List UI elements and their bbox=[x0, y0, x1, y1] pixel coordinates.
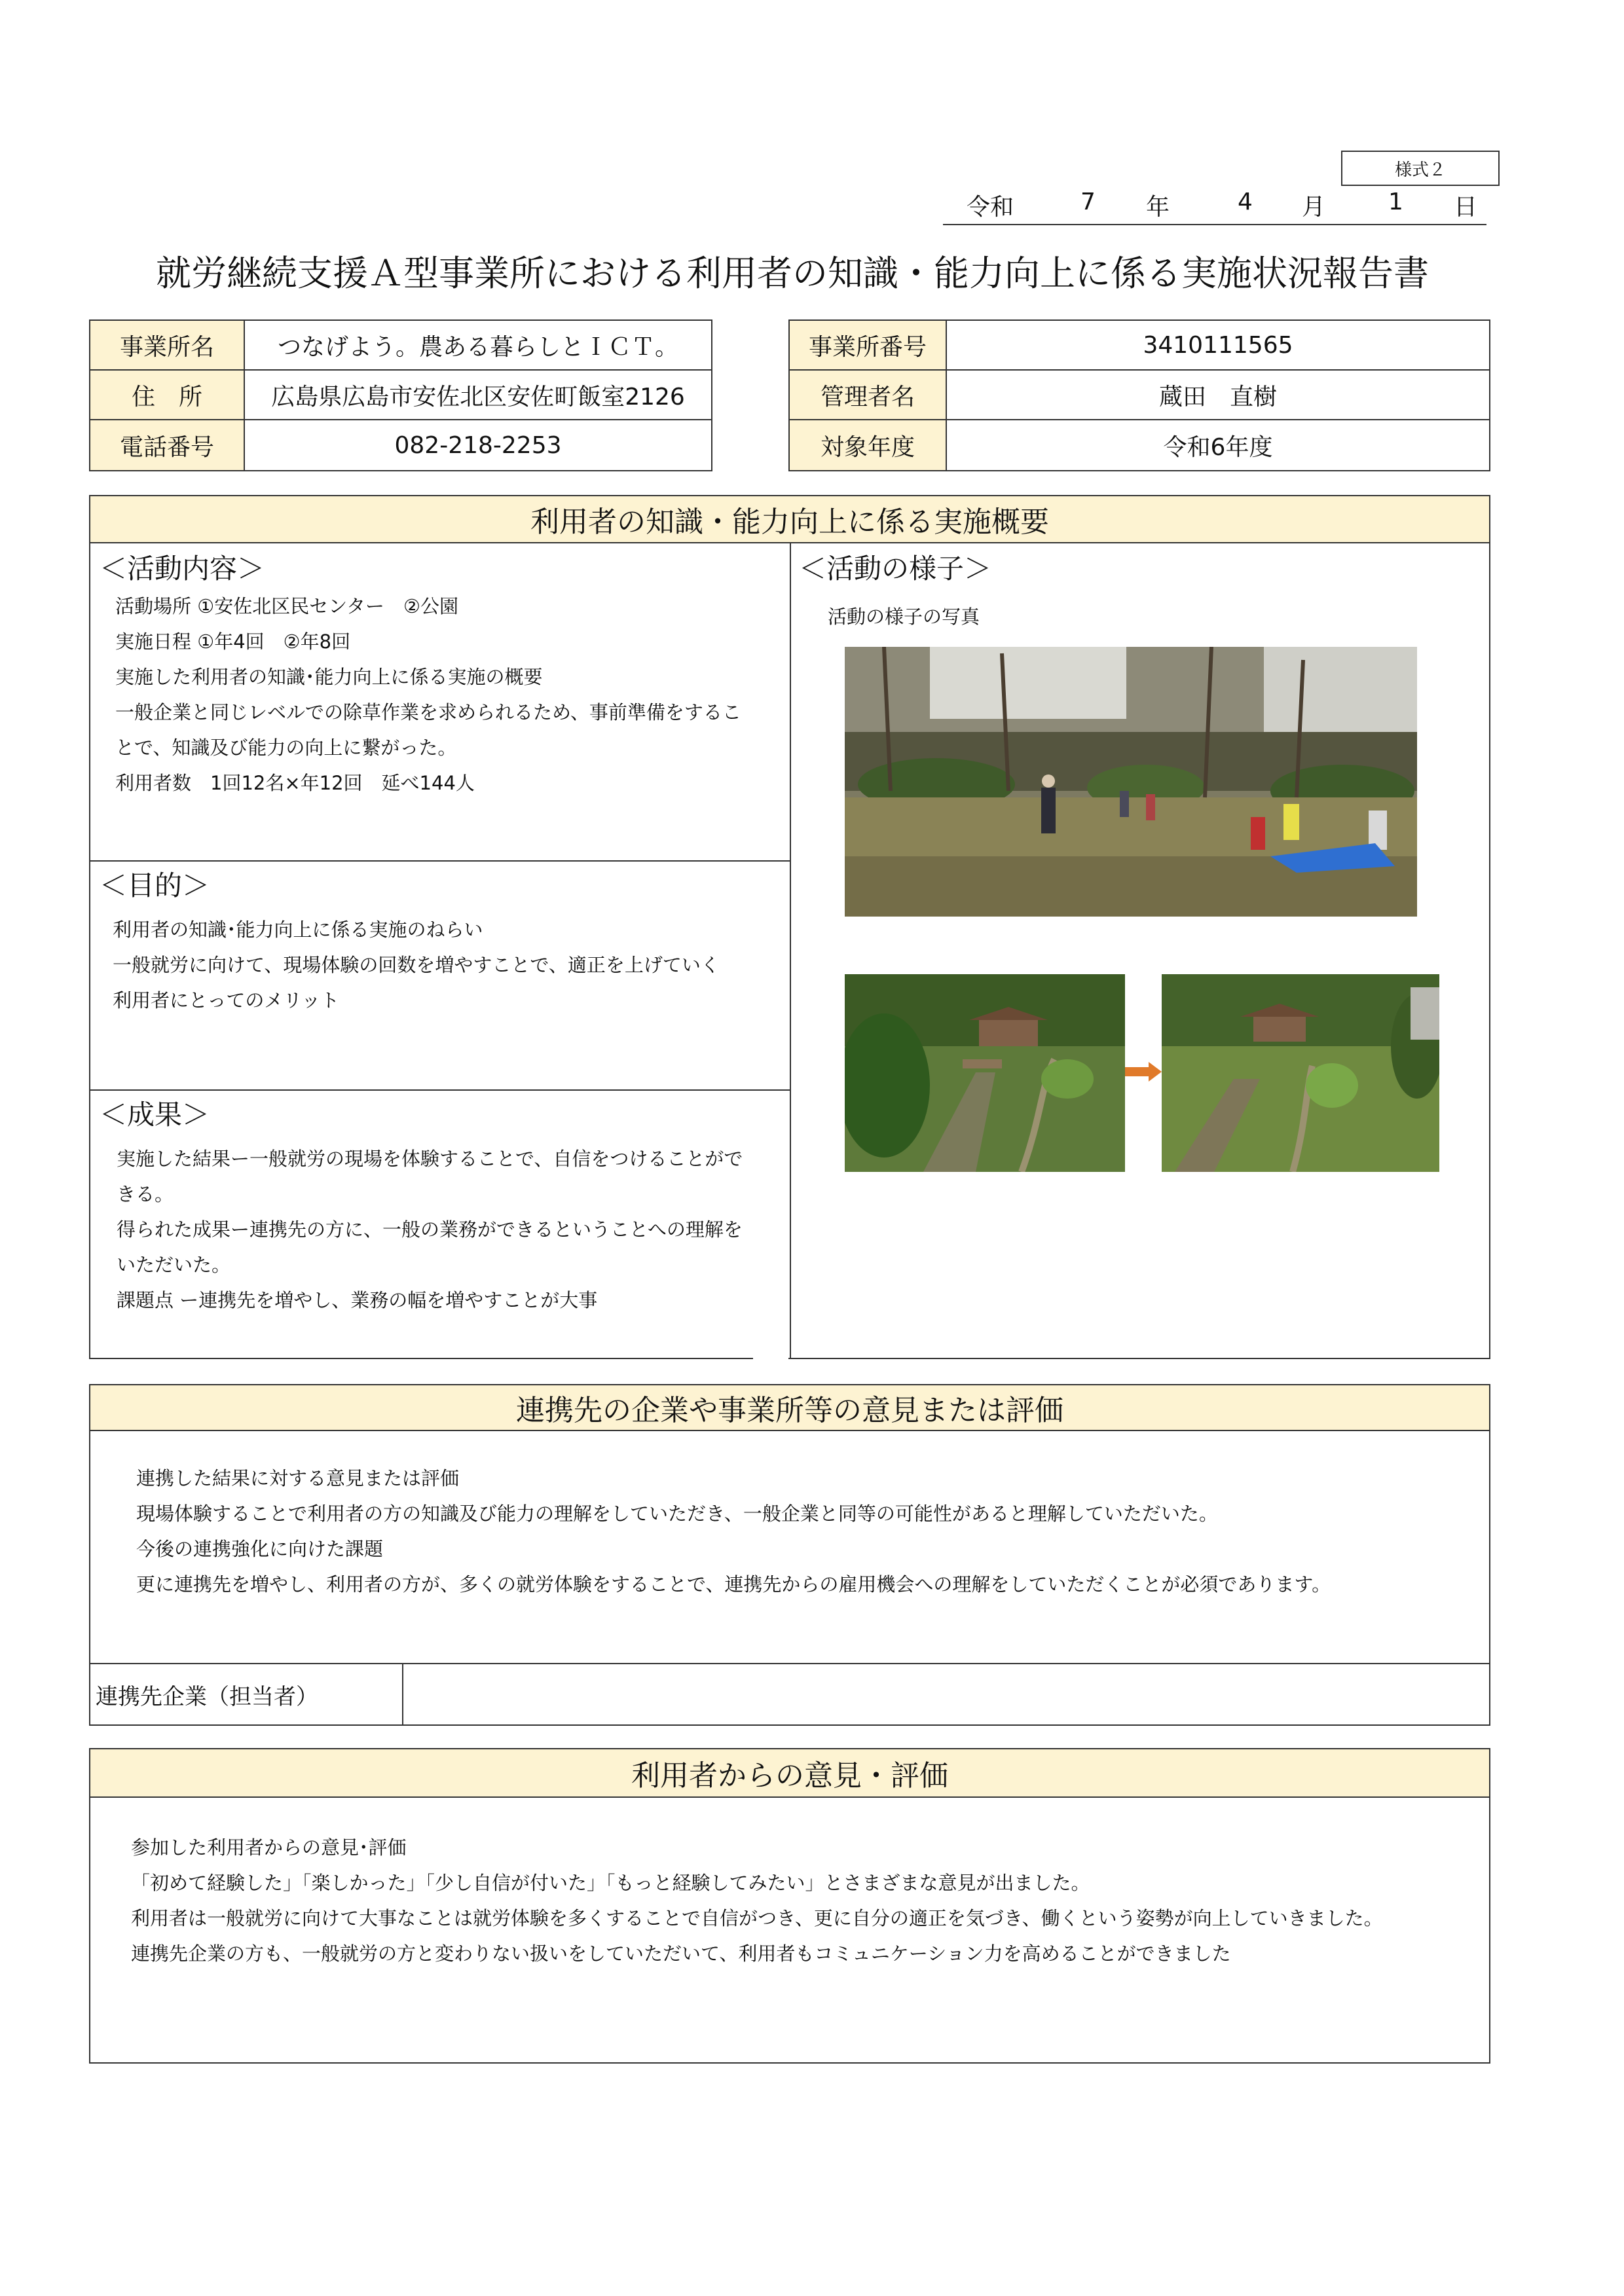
result-line: 課題点 ー連携先を増やし、業務の幅を増やすことが大事 bbox=[117, 1289, 598, 1311]
purpose-line: 利用者にとってのメリット bbox=[113, 989, 340, 1011]
activity-photo-main bbox=[845, 647, 1417, 917]
date-day: 1 bbox=[1388, 189, 1403, 215]
document-title bbox=[65, 242, 1519, 299]
partner-header-text: 連携先の企業や事業所等の意見または評価 bbox=[516, 1394, 1063, 1427]
partner-line: 現場体験することで利用者の方の知識及び能力の理解をしていただき、一般企業と同等の可能性があると理解していただいた。 bbox=[136, 1503, 1218, 1525]
manager-name: 蔵田 直樹 bbox=[947, 371, 1489, 420]
overview-divider-purpose bbox=[90, 860, 790, 862]
date-day-unit: 日 bbox=[1454, 194, 1478, 221]
before-photo bbox=[845, 974, 1125, 1172]
result-line: 実施した結果ー一般就労の現場を体験することで、自信をつけることがで bbox=[117, 1148, 743, 1170]
office-address-label: 住 所 bbox=[90, 371, 245, 420]
activity-line: 一般企業と同じレベルでの除草作業を求められるため、事前準備をするこ bbox=[115, 701, 741, 723]
target-year: 令和6年度 bbox=[1163, 433, 1273, 461]
purpose-line: 一般就労に向けて、現場体験の回数を増やすことで、適正を上げていく bbox=[113, 954, 720, 976]
date-month-unit: 月 bbox=[1302, 194, 1326, 221]
users-line: 利用者は一般就労に向けて大事なことは就労体験を多くすることで自信がつき、更に自分の適正を気づき、働くという姿勢が向上していきました。 bbox=[131, 1907, 1383, 1929]
office-name: つなげよう。農ある暮らしとＩＣＴ。 bbox=[245, 321, 711, 371]
office-phone: 082-218-2253 bbox=[394, 431, 562, 459]
overview-section bbox=[89, 495, 1490, 1359]
partner-section bbox=[89, 1384, 1490, 1726]
date-year-unit: 年 bbox=[1146, 194, 1170, 221]
activity-title: ＜活動内容＞ bbox=[100, 553, 265, 585]
partner-company-value bbox=[405, 1664, 1485, 1724]
purpose-line: 利用者の知識･能力向上に係る実施のねらい bbox=[113, 919, 483, 941]
office-number: 3410111565 bbox=[947, 321, 1489, 371]
partner-line: 今後の連携強化に向けた課題 bbox=[136, 1538, 384, 1560]
partner-header bbox=[90, 1385, 1489, 1431]
activity-line: 実施した利用者の知識･能力向上に係る実施の概要 bbox=[115, 666, 543, 688]
purpose-title: ＜目的＞ bbox=[100, 869, 210, 902]
document-title-text: 就労継続支援Ａ型事業所における利用者の知識・能力向上に係る実施状況報告書 bbox=[156, 252, 1429, 294]
activity-line: 利用者数 1回12名×年12回 延べ144人 bbox=[115, 772, 475, 794]
office-info-left bbox=[89, 319, 712, 471]
users-section bbox=[89, 1748, 1490, 2064]
result-title: ＜成果＞ bbox=[100, 1099, 210, 1131]
partner-company-divider bbox=[402, 1663, 403, 1724]
target-year-label: 対象年度 bbox=[790, 420, 947, 470]
users-line: 「初めて経験した」「楽しかった」「少し自信が付いた」「もっと経験してみたい」とさまざまな意見が出ました。 bbox=[131, 1872, 1090, 1894]
partner-line: 連携した結果に対する意見または評価 bbox=[136, 1467, 460, 1489]
overview-divider-result bbox=[90, 1089, 790, 1091]
border-gap bbox=[753, 1355, 788, 1362]
date-era: 令和 bbox=[967, 194, 1014, 221]
users-line: 参加した利用者からの意見･評価 bbox=[131, 1836, 407, 1859]
overview-divider bbox=[790, 543, 791, 1358]
activity-line: 実施日程 ①年4回 ②年8回 bbox=[115, 630, 351, 653]
form-label: 様式２ bbox=[1394, 160, 1446, 180]
result-line: 得られた成果ー連携先の方に、一般の業務ができるということへの理解を bbox=[117, 1218, 743, 1241]
photo-caption: 活動の様子の写真 bbox=[828, 606, 980, 628]
date-line bbox=[943, 186, 1486, 225]
result-line: いただいた。 bbox=[117, 1254, 231, 1276]
partner-line: 更に連携先を増やし、利用者の方が、多くの就労体験をすることで、連携先からの雇用機会への理解をしていただくことが必須であります。 bbox=[136, 1573, 1331, 1595]
before-after-arrow-icon bbox=[1125, 1062, 1162, 1082]
users-header bbox=[90, 1749, 1489, 1798]
overview-header bbox=[90, 496, 1489, 543]
activity-line: とで、知識及び能力の向上に繋がった。 bbox=[115, 737, 457, 759]
office-address: 広島県広島市安佐北区安佐町飯室2126 bbox=[245, 371, 711, 420]
scene-title: ＜活動の様子＞ bbox=[799, 553, 992, 585]
office-name-label: 事業所名 bbox=[90, 321, 245, 371]
office-phone-label: 電話番号 bbox=[90, 420, 245, 470]
users-line: 連携先企業の方も、一般就労の方と変わりない扱いをしていただいて、利用者もコミュニケーション力を高めることができました bbox=[131, 1942, 1231, 1965]
after-photo bbox=[1162, 974, 1439, 1172]
manager-label: 管理者名 bbox=[790, 371, 947, 420]
date-month: 4 bbox=[1238, 189, 1253, 215]
partner-company-label: 連携先企業（担当者） bbox=[96, 1683, 318, 1710]
date-year: 7 bbox=[1080, 189, 1096, 215]
users-header-text: 利用者からの意見・評価 bbox=[631, 1759, 948, 1793]
office-info-right bbox=[788, 319, 1490, 471]
activity-line: 活動場所 ①安佐北区民センター ②公園 bbox=[115, 595, 459, 617]
result-line: きる。 bbox=[117, 1183, 174, 1205]
office-number-label: 事業所番号 bbox=[790, 321, 947, 371]
form-label-box bbox=[1341, 151, 1500, 186]
overview-header-text: 利用者の知識・能力向上に係る実施概要 bbox=[530, 505, 1049, 539]
